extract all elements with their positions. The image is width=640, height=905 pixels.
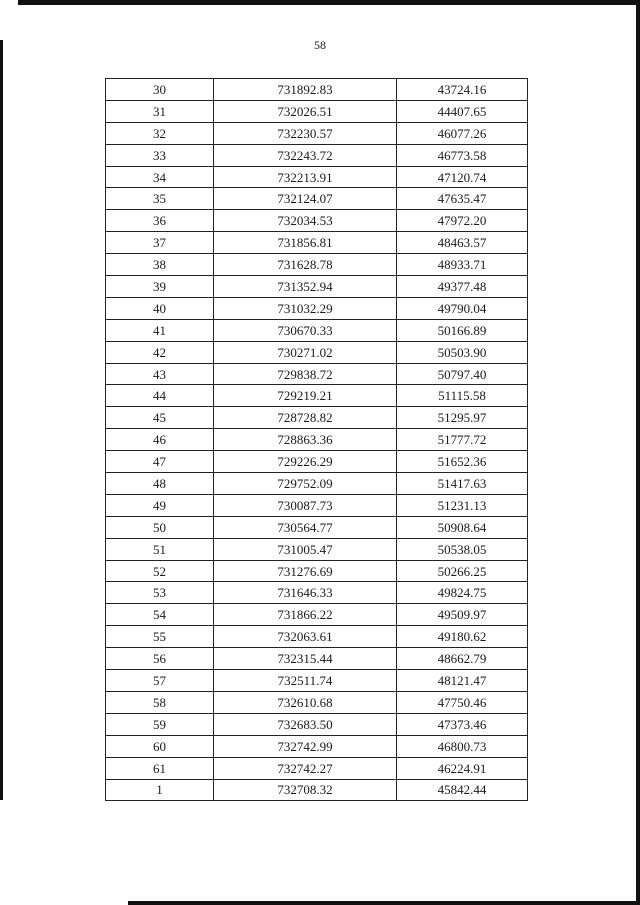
x-coordinate-cell: 732708.32 (214, 779, 397, 801)
y-coordinate-cell: 47972.20 (397, 210, 528, 232)
x-coordinate-cell: 732742.99 (214, 735, 397, 757)
point-number-cell: 48 (106, 473, 214, 495)
y-coordinate-cell: 49509.97 (397, 604, 528, 626)
y-coordinate-cell: 49824.75 (397, 582, 528, 604)
point-number-cell: 58 (106, 691, 214, 713)
point-number-cell: 57 (106, 670, 214, 692)
y-coordinate-cell: 44407.65 (397, 100, 528, 122)
x-coordinate-cell: 731892.83 (214, 79, 397, 101)
x-coordinate-cell: 732124.07 (214, 188, 397, 210)
table-row (106, 188, 528, 210)
coordinates-table (105, 78, 528, 801)
point-number-cell: 46 (106, 429, 214, 451)
table-row (106, 582, 528, 604)
table-row (106, 604, 528, 626)
table-row (106, 713, 528, 735)
point-number-cell: 54 (106, 604, 214, 626)
table-row (106, 516, 528, 538)
x-coordinate-cell: 729752.09 (214, 473, 397, 495)
point-number-cell: 30 (106, 79, 214, 101)
x-coordinate-cell: 732034.53 (214, 210, 397, 232)
coordinates-table-body (106, 79, 528, 801)
table-row (106, 100, 528, 122)
table-row (106, 779, 528, 801)
point-number-cell: 32 (106, 122, 214, 144)
y-coordinate-cell: 49790.04 (397, 297, 528, 319)
table-row (106, 363, 528, 385)
point-number-cell: 39 (106, 276, 214, 298)
y-coordinate-cell: 50797.40 (397, 363, 528, 385)
x-coordinate-cell: 730564.77 (214, 516, 397, 538)
y-coordinate-cell: 48121.47 (397, 670, 528, 692)
point-number-cell: 50 (106, 516, 214, 538)
x-coordinate-cell: 731856.81 (214, 232, 397, 254)
x-coordinate-cell: 731628.78 (214, 254, 397, 276)
y-coordinate-cell: 46773.58 (397, 144, 528, 166)
y-coordinate-cell: 49377.48 (397, 276, 528, 298)
table-row (106, 210, 528, 232)
x-coordinate-cell: 732315.44 (214, 648, 397, 670)
table-row (106, 254, 528, 276)
table-row (106, 79, 528, 101)
point-number-cell: 44 (106, 385, 214, 407)
x-coordinate-cell: 732511.74 (214, 670, 397, 692)
x-coordinate-cell: 728863.36 (214, 429, 397, 451)
table-row (106, 494, 528, 516)
point-number-cell: 40 (106, 297, 214, 319)
scan-border-right (636, 0, 640, 905)
y-coordinate-cell: 47635.47 (397, 188, 528, 210)
x-coordinate-cell: 731032.29 (214, 297, 397, 319)
x-coordinate-cell: 732742.27 (214, 757, 397, 779)
y-coordinate-cell: 51295.97 (397, 407, 528, 429)
point-number-cell: 31 (106, 100, 214, 122)
x-coordinate-cell: 732063.61 (214, 626, 397, 648)
y-coordinate-cell: 46800.73 (397, 735, 528, 757)
x-coordinate-cell: 730670.33 (214, 319, 397, 341)
y-coordinate-cell: 50266.25 (397, 560, 528, 582)
y-coordinate-cell: 46077.26 (397, 122, 528, 144)
table-row (106, 385, 528, 407)
table-row (106, 473, 528, 495)
y-coordinate-cell: 51652.36 (397, 451, 528, 473)
scan-border-bottom (128, 901, 640, 905)
table-row (106, 560, 528, 582)
table-row (106, 626, 528, 648)
y-coordinate-cell: 51231.13 (397, 494, 528, 516)
x-coordinate-cell: 731866.22 (214, 604, 397, 626)
table-row (106, 757, 528, 779)
point-number-cell: 37 (106, 232, 214, 254)
point-number-cell: 1 (106, 779, 214, 801)
x-coordinate-cell: 732683.50 (214, 713, 397, 735)
point-number-cell: 55 (106, 626, 214, 648)
table-row (106, 232, 528, 254)
table-row (106, 670, 528, 692)
point-number-cell: 43 (106, 363, 214, 385)
x-coordinate-cell: 729219.21 (214, 385, 397, 407)
table-row (106, 407, 528, 429)
y-coordinate-cell: 50908.64 (397, 516, 528, 538)
x-coordinate-cell: 732213.91 (214, 166, 397, 188)
table-row (106, 276, 528, 298)
point-number-cell: 45 (106, 407, 214, 429)
y-coordinate-cell: 51417.63 (397, 473, 528, 495)
point-number-cell: 61 (106, 757, 214, 779)
table-row (106, 538, 528, 560)
x-coordinate-cell: 728728.82 (214, 407, 397, 429)
y-coordinate-cell: 48933.71 (397, 254, 528, 276)
table-row (106, 144, 528, 166)
point-number-cell: 47 (106, 451, 214, 473)
scan-border-top (18, 0, 640, 5)
y-coordinate-cell: 48662.79 (397, 648, 528, 670)
point-number-cell: 60 (106, 735, 214, 757)
table-row (106, 297, 528, 319)
point-number-cell: 33 (106, 144, 214, 166)
x-coordinate-cell: 731352.94 (214, 276, 397, 298)
y-coordinate-cell: 47120.74 (397, 166, 528, 188)
point-number-cell: 38 (106, 254, 214, 276)
table-row (106, 451, 528, 473)
y-coordinate-cell: 47373.46 (397, 713, 528, 735)
x-coordinate-cell: 729226.29 (214, 451, 397, 473)
x-coordinate-cell: 730087.73 (214, 494, 397, 516)
x-coordinate-cell: 730271.02 (214, 341, 397, 363)
x-coordinate-cell: 731005.47 (214, 538, 397, 560)
page-number: 58 (314, 38, 326, 52)
point-number-cell: 41 (106, 319, 214, 341)
y-coordinate-cell: 50538.05 (397, 538, 528, 560)
point-number-cell: 35 (106, 188, 214, 210)
table-row (106, 166, 528, 188)
table-row (106, 735, 528, 757)
y-coordinate-cell: 50503.90 (397, 341, 528, 363)
scan-border-left (0, 40, 3, 800)
y-coordinate-cell: 45842.44 (397, 779, 528, 801)
point-number-cell: 59 (106, 713, 214, 735)
point-number-cell: 56 (106, 648, 214, 670)
table-row (106, 122, 528, 144)
x-coordinate-cell: 729838.72 (214, 363, 397, 385)
point-number-cell: 42 (106, 341, 214, 363)
table-row (106, 648, 528, 670)
point-number-cell: 53 (106, 582, 214, 604)
x-coordinate-cell: 732026.51 (214, 100, 397, 122)
point-number-cell: 49 (106, 494, 214, 516)
y-coordinate-cell: 48463.57 (397, 232, 528, 254)
x-coordinate-cell: 732230.57 (214, 122, 397, 144)
table-row (106, 341, 528, 363)
point-number-cell: 36 (106, 210, 214, 232)
point-number-cell: 34 (106, 166, 214, 188)
point-number-cell: 52 (106, 560, 214, 582)
y-coordinate-cell: 50166.89 (397, 319, 528, 341)
table-row (106, 691, 528, 713)
x-coordinate-cell: 731276.69 (214, 560, 397, 582)
y-coordinate-cell: 51115.58 (397, 385, 528, 407)
y-coordinate-cell: 47750.46 (397, 691, 528, 713)
x-coordinate-cell: 732243.72 (214, 144, 397, 166)
y-coordinate-cell: 51777.72 (397, 429, 528, 451)
point-number-cell: 51 (106, 538, 214, 560)
y-coordinate-cell: 49180.62 (397, 626, 528, 648)
table-row (106, 429, 528, 451)
y-coordinate-cell: 43724.16 (397, 79, 528, 101)
x-coordinate-cell: 731646.33 (214, 582, 397, 604)
y-coordinate-cell: 46224.91 (397, 757, 528, 779)
table-row (106, 319, 528, 341)
x-coordinate-cell: 732610.68 (214, 691, 397, 713)
